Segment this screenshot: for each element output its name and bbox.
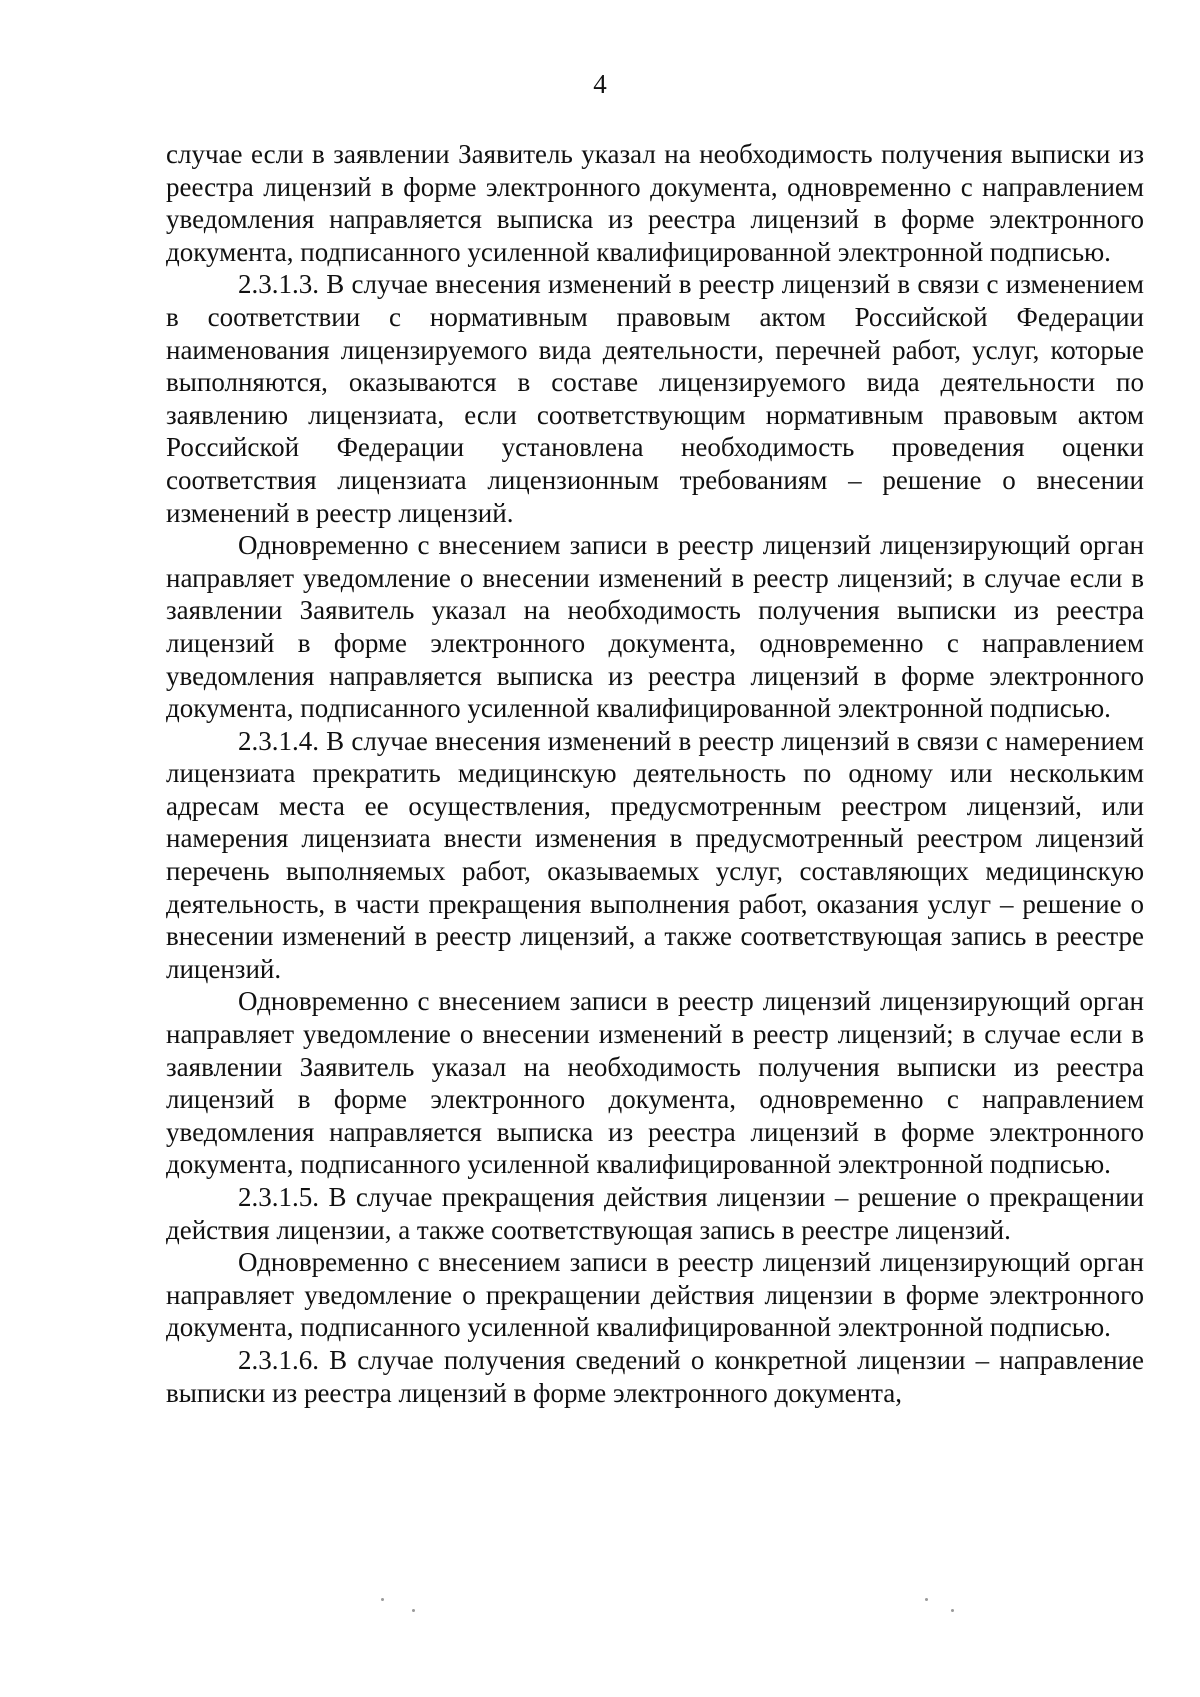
paragraph-notice-3: Одновременно с внесением записи в реестр лицензий лицензирующий орган направляет уведомление о прекращении действия лицензии в форме электронного документа, подписанного усиленной квалифицированной электронной подписью. (166, 1247, 1144, 1343)
paragraph-notice-2: Одновременно с внесением записи в реестр лицензий лицензирующий орган направляет уведомление о внесении изменений в реестр лицензий; в случае если в заявлении Заявитель указал на необходимость получения выписки из реестра лицензий в форме электронного документа, одновременно с направлением уведомления направляется выписка из реестра лицензий в форме электронного документа, подписанного усиленной квалифицированной электронной подписью. (166, 986, 1144, 1180)
scan-speck (381, 1598, 384, 1601)
page-number: 4 (593, 69, 607, 99)
paragraph-2-3-1-3: 2.3.1.3. В случае внесения изменений в реестр лицензий в связи с изменением в соответствии с нормативным правовым актом Российской Федерации наименования лицензируемого вида деятельности, перечней работ, услуг, которые выполняются, оказываются в составе лицензируемого вида деятельности по заявлению лицензиата, если соответствующим нормативным правовым актом Российской Федерации установлена необходимость проведения оценки соответствия лицензиата лицензионным требованиям – решение о внесении изменений в реестр лицензий. (166, 269, 1144, 528)
paragraph-continuation: случае если в заявлении Заявитель указал на необходимость получения выписки из реестра лицензий в форме электронного документа, одновременно с направлением уведомления направляется выписка из реестра лицензий в форме электронного документа, подписанного усиленной квалифицированной электронной подписью. (166, 139, 1144, 267)
paragraph-2-3-1-4: 2.3.1.4. В случае внесения изменений в реестр лицензий в связи с намерением лицензиата прекратить медицинскую деятельность по одному или нескольким адресам места ее осуществления, предусмотренным реестром лицензий, или намерения лицензиата внести изменения в предусмотренный реестром лицензий перечень выполняемых работ, оказываемых услуг, составляющих медицинскую деятельность, в части прекращения выполнения работ, оказания услуг – решение о внесении изменений в реестр лицензий, а также соответствующая запись в реестре лицензий. (166, 725, 1144, 984)
paragraph-notice-1: Одновременно с внесением записи в реестр лицензий лицензирующий орган направляет уведомление о внесении изменений в реестр лицензий; в случае если в заявлении Заявитель указал на необходимость получения выписки из реестра лицензий в форме электронного документа, одновременно с направлением уведомления направляется выписка из реестра лицензий в форме электронного документа, подписанного усиленной квалифицированной электронной подписью. (166, 530, 1144, 724)
scan-speck (925, 1598, 928, 1601)
scan-speck (412, 1609, 415, 1612)
paragraph-2-3-1-6: 2.3.1.6. В случае получения сведений о конкретной лицензии – направление выписки из реестра лицензий в форме электронного документа, (166, 1344, 1144, 1408)
scan-speck (951, 1609, 954, 1612)
document-body (166, 138, 1144, 1409)
paragraph-2-3-1-5: 2.3.1.5. В случае прекращения действия лицензии – решение о прекращении действия лицензии, а также соответствующая запись в реестре лицензий. (166, 1182, 1144, 1245)
